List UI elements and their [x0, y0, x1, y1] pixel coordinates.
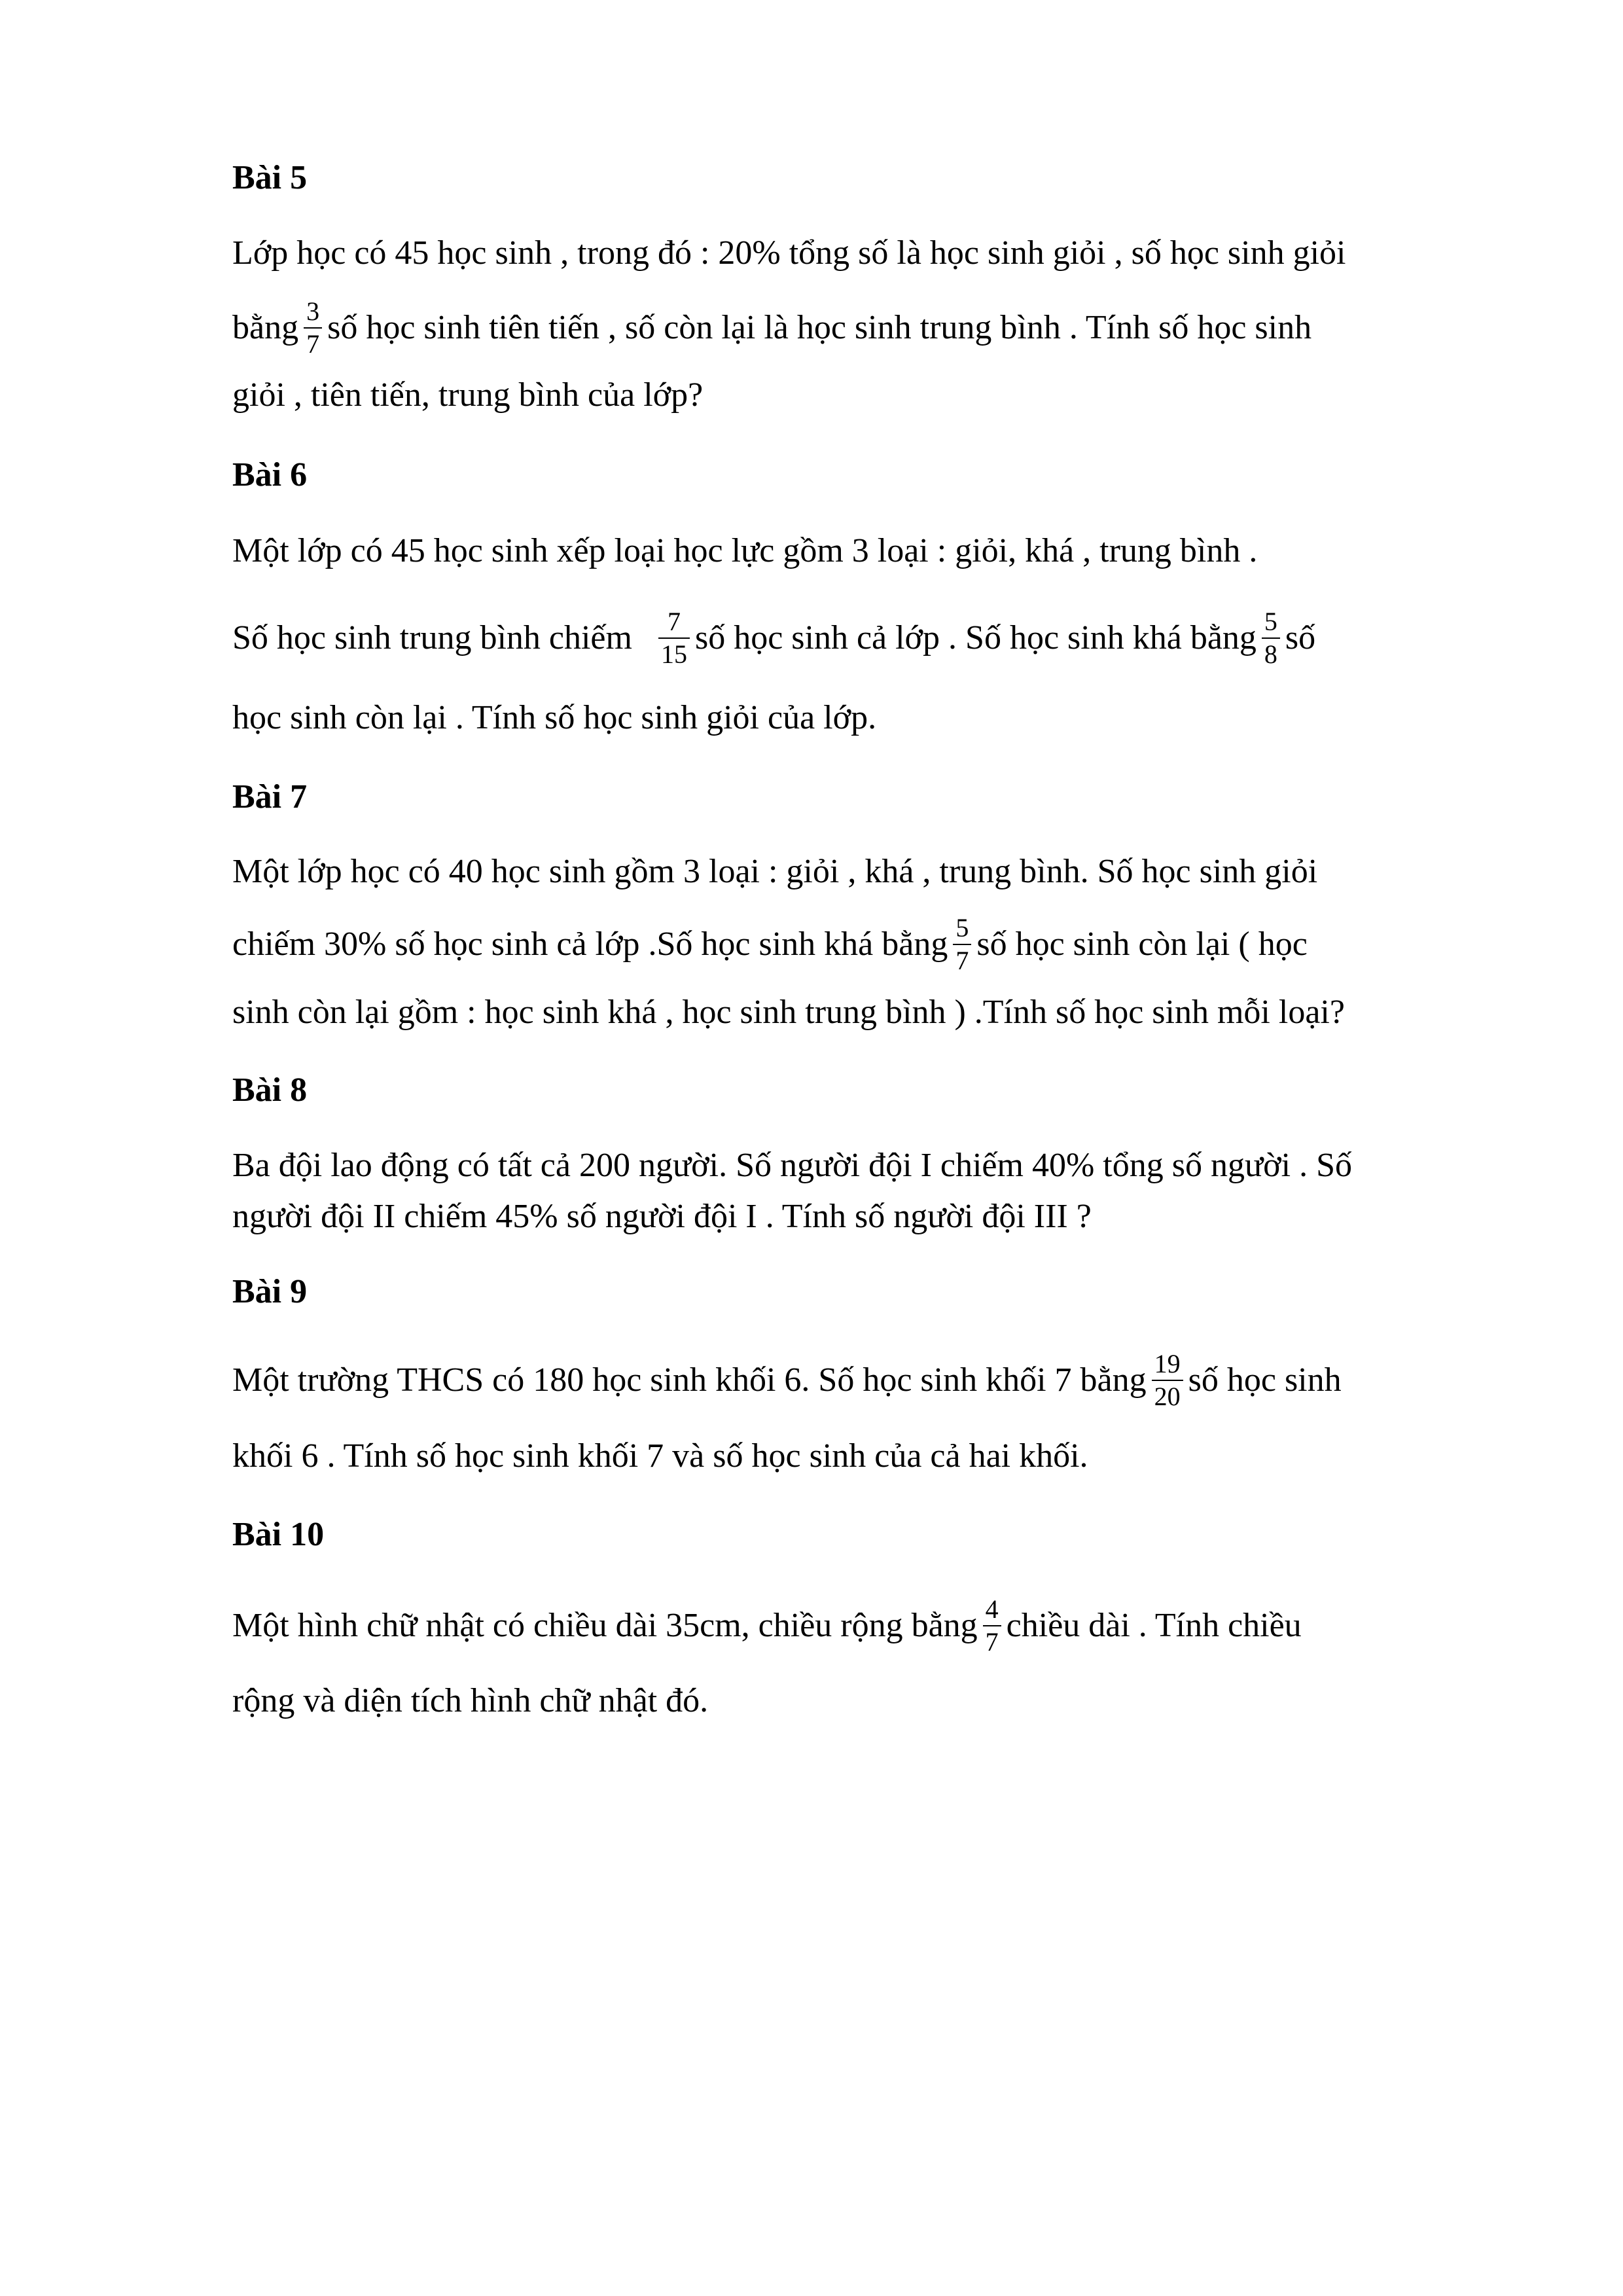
- problem-6-line-3: học sinh còn lại . Tính số học sinh giỏi của lớp.: [232, 699, 877, 736]
- text-segment: số học sinh cả lớp . Số học sinh khá bằng: [694, 619, 1257, 656]
- fraction-denominator: 7: [955, 946, 969, 975]
- fraction-denominator: 8: [1264, 639, 1277, 669]
- problem-10-line-2: rộng và diện tích hình chữ nhật đó.: [232, 1682, 709, 1719]
- problem-5-line-2: [232, 296, 1312, 361]
- fraction: [658, 607, 690, 669]
- problem-9-line-1: [232, 1349, 1342, 1414]
- text-segment: số: [1285, 619, 1316, 656]
- problem-6-line-2: [232, 607, 1316, 672]
- fraction-numerator: 19: [1152, 1350, 1183, 1381]
- text-segment: chiều dài . Tính chiều: [1006, 1606, 1302, 1644]
- fraction-numerator: 3: [304, 297, 322, 329]
- text-segment: bằng: [232, 308, 299, 346]
- problem-7-line-3: sinh còn lại gồm : học sinh khá , học sinh trung bình ) .Tính số học sinh mỗi loại?: [232, 994, 1345, 1031]
- fraction: [304, 297, 322, 359]
- fraction-numerator: 4: [983, 1595, 1001, 1626]
- fraction-numerator: 7: [658, 607, 690, 639]
- text-segment: Số học sinh trung bình chiếm: [232, 619, 632, 656]
- problem-9-title: Bài 9: [232, 1273, 308, 1310]
- text-segment: số học sinh tiên tiến , số còn lại là học sinh trung bình . Tính số học sinh: [327, 308, 1312, 346]
- problem-8-line-1: Ba đội lao động có tất cả 200 người. Số người đội I chiếm 40% tổng số người . Số: [232, 1147, 1352, 1184]
- problem-5-title: Bài 5: [232, 159, 308, 196]
- problem-10-title: Bài 10: [232, 1516, 325, 1553]
- text-segment: số học sinh còn lại ( học: [976, 925, 1308, 963]
- fraction-denominator: 20: [1154, 1382, 1181, 1411]
- fraction: [1152, 1350, 1183, 1411]
- problem-6-title: Bài 6: [232, 456, 308, 493]
- problem-8-line-2: người đội II chiếm 45% số người đội I . Tính số người đội III ?: [232, 1198, 1092, 1235]
- problem-7-title: Bài 7: [232, 778, 308, 816]
- problem-10-line-1: [232, 1594, 1302, 1659]
- fraction-denominator: 15: [660, 639, 687, 669]
- problem-7-line-1: Một lớp học có 40 học sinh gồm 3 loại : giỏi , khá , trung bình. Số học sinh giỏi: [232, 853, 1318, 890]
- text-segment: Một trường THCS có 180 học sinh khối 6. Số học sinh khối 7 bằng: [232, 1361, 1147, 1399]
- text-segment: chiếm 30% số học sinh cả lớp .Số học sinh khá bằng: [232, 925, 948, 963]
- fraction-numerator: 5: [1262, 607, 1280, 639]
- problem-5-line-3: giỏi , tiên tiến, trung bình của lớp?: [232, 376, 704, 414]
- problem-9-line-2: khối 6 . Tính số học sinh khối 7 và số học sinh của cả hai khối.: [232, 1437, 1088, 1475]
- fraction-denominator: 7: [306, 329, 320, 359]
- problem-7-line-2: [232, 913, 1308, 978]
- fraction: [983, 1595, 1001, 1657]
- problem-6-line-1: Một lớp có 45 học sinh xếp loại học lực gồm 3 loại : giỏi, khá , trung bình .: [232, 532, 1258, 569]
- problem-8-title: Bài 8: [232, 1071, 308, 1109]
- fraction-denominator: 7: [985, 1627, 999, 1657]
- fraction-numerator: 5: [953, 914, 971, 945]
- fraction: [953, 914, 971, 975]
- text-segment: số học sinh: [1188, 1361, 1342, 1399]
- fraction: [1262, 607, 1280, 669]
- text-segment: Một hình chữ nhật có chiều dài 35cm, chiều rộng bằng: [232, 1606, 978, 1644]
- problem-5-line-1: Lớp học có 45 học sinh , trong đó : 20% tổng số là học sinh giỏi , số học sinh giỏi: [232, 234, 1346, 272]
